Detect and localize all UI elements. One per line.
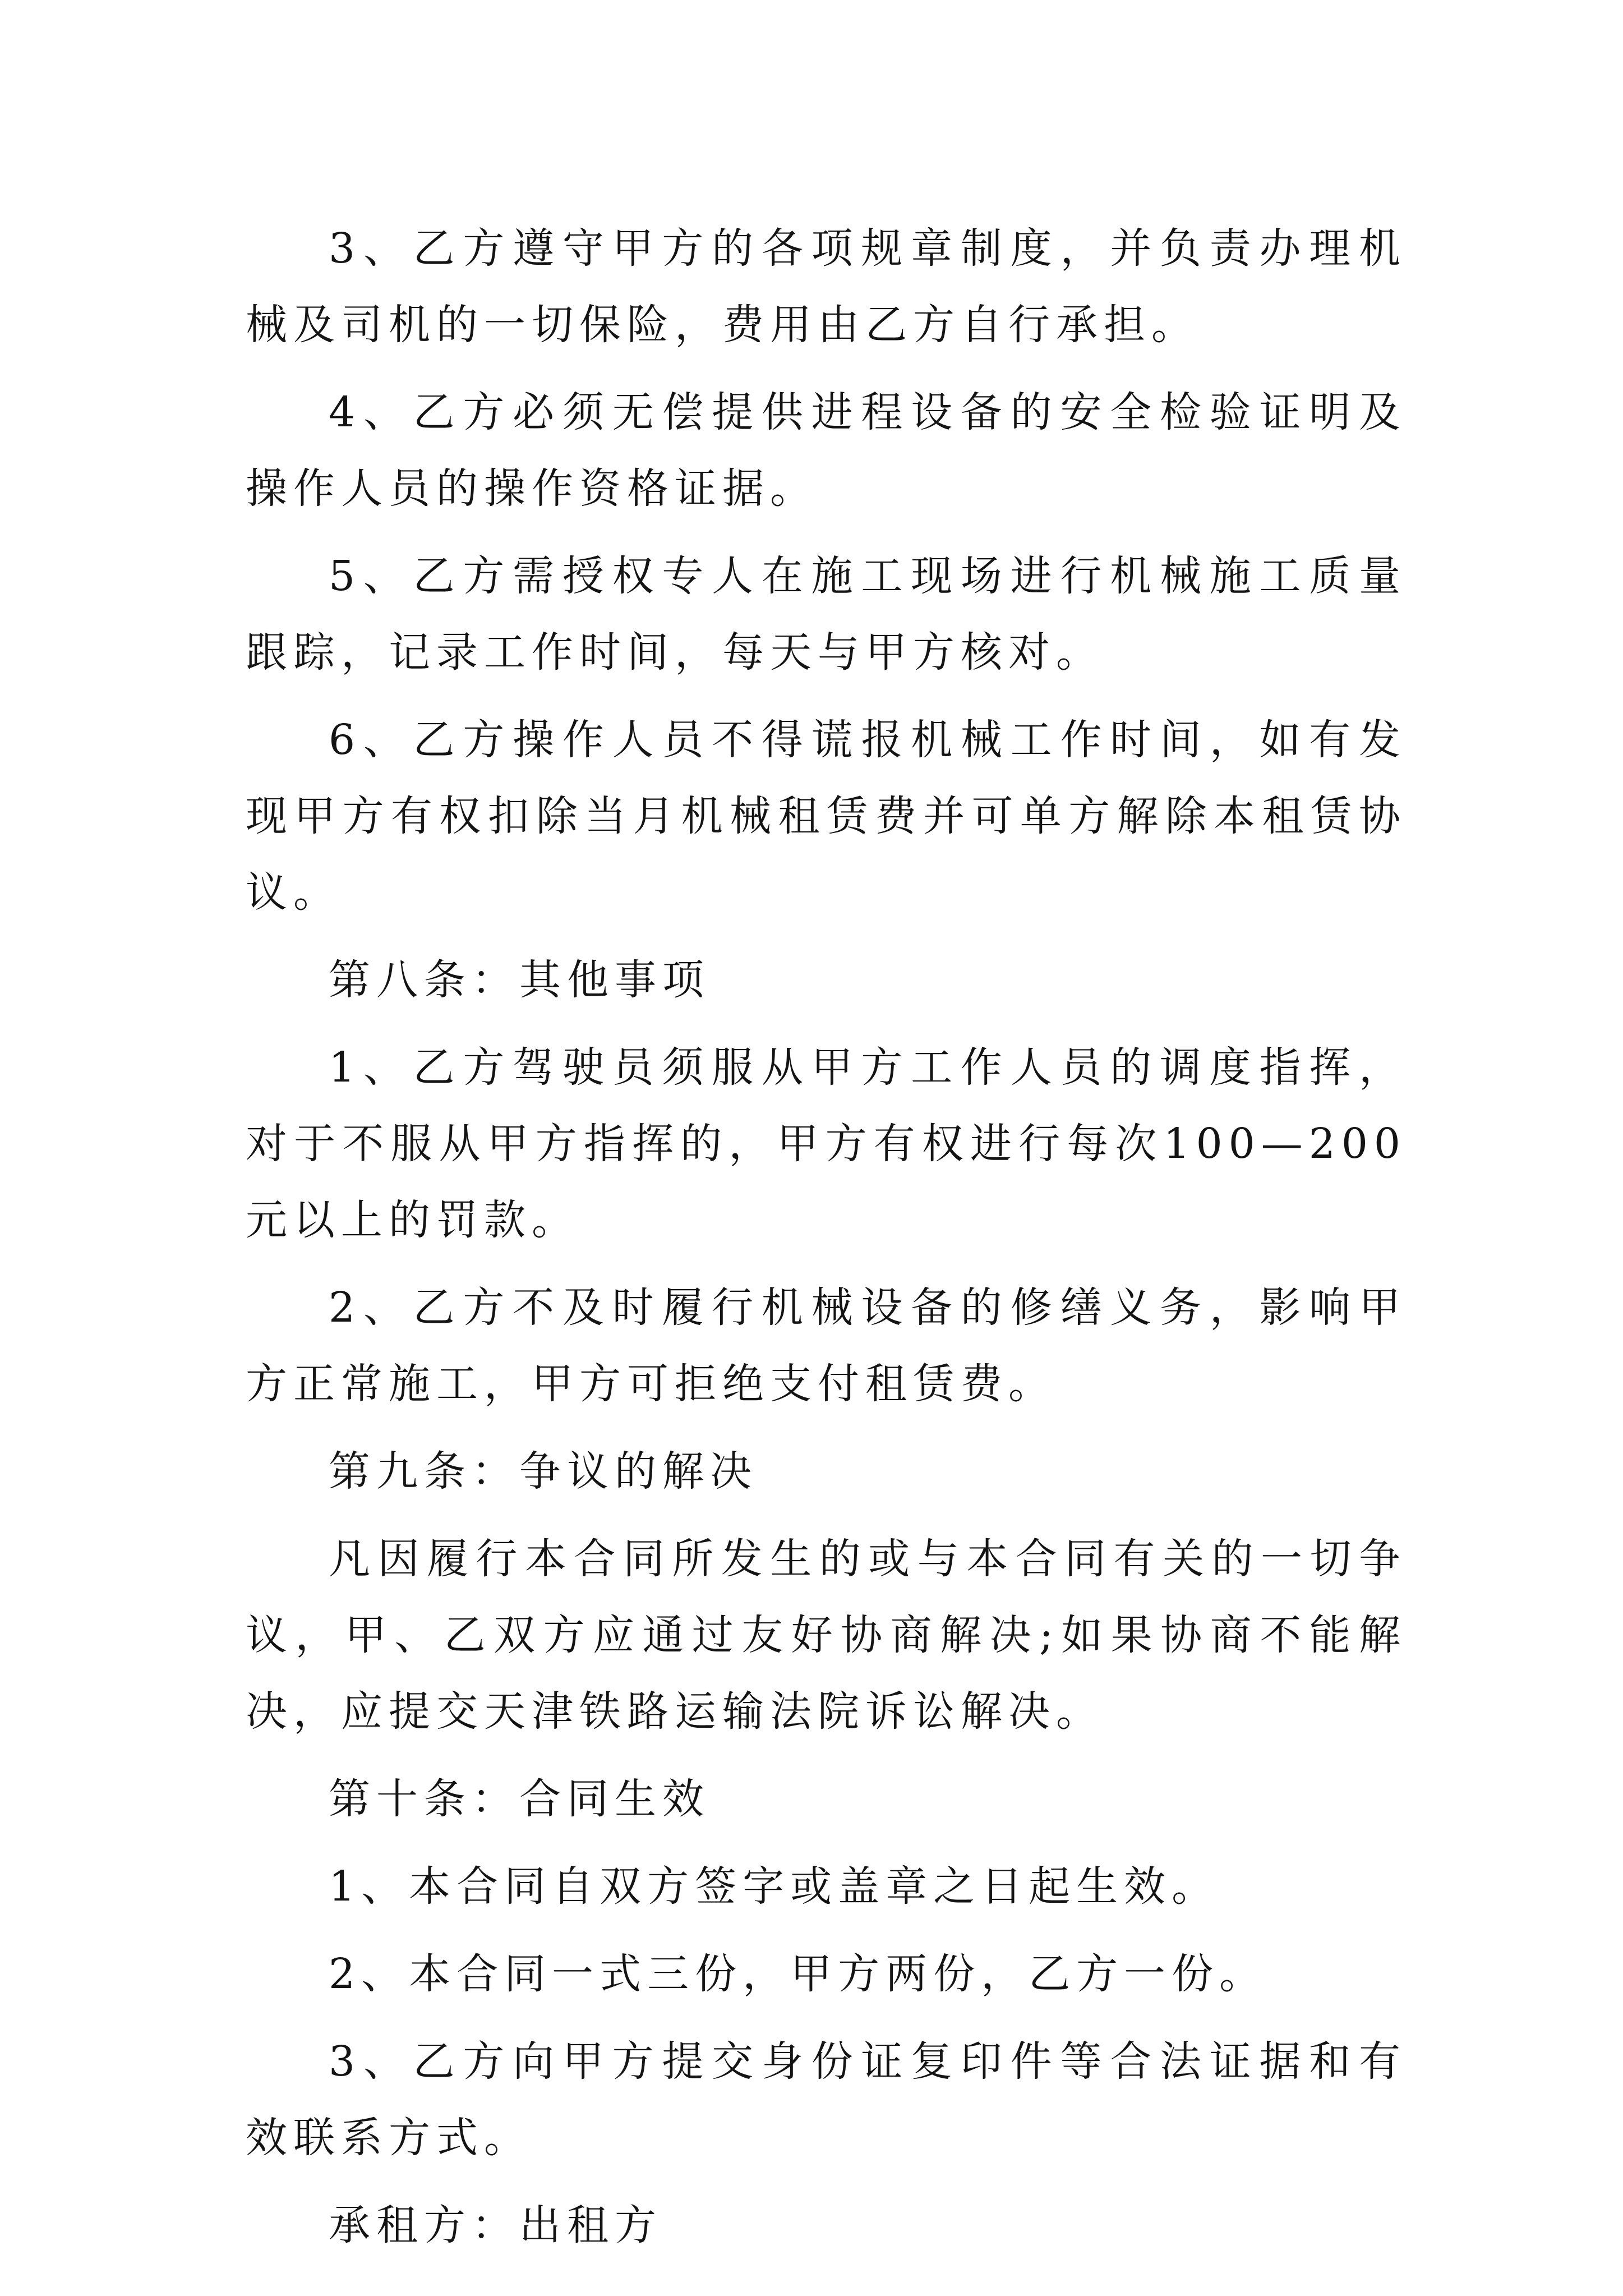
paragraph-clause-7-5: 5、乙方需授权专人在施工现场进行机械施工质量跟踪，记录工作时间，每天与甲方核对。	[246, 552, 1407, 677]
paragraph-clause-10-1: 1、本合同自双方签字或盖章之日起生效。	[329, 1862, 1220, 1911]
document-body	[246, 210, 1407, 2275]
paragraph-clause-9: 凡因履行本合同所发生的或与本合同有关的一切争议，甲、乙双方应通过友好协商解决;如果协商不能解决，应提交天津铁路运输法院诉讼解决。	[246, 1535, 1407, 1736]
signature-line: 承租方：出租方	[329, 2201, 662, 2249]
paragraph-clause-7-3: 3、乙方遵守甲方的各项规章制度，并负责办理机械及司机的一切保险，费用由乙方自行承担。	[246, 224, 1407, 349]
section-heading-article-10: 第十条：合同生效	[329, 1775, 710, 1823]
paragraph-clause-10-2: 2、本合同一式三份，甲方两份，乙方一份。	[329, 1950, 1267, 1998]
section-heading-article-8: 第八条：其他事项	[329, 956, 710, 1004]
paragraph-clause-7-4: 4、乙方必须无偿提供进程设备的安全检验证明及操作人员的操作资格证据。	[246, 388, 1407, 513]
paragraph-clause-8-2: 2、乙方不及时履行机械设备的修缮义务，影响甲方正常施工，甲方可拒绝支付租赁费。	[246, 1283, 1407, 1408]
paragraph-clause-7-6: 6、乙方操作人员不得谎报机械工作时间，如有发现甲方有权扣除当月机械租赁费并可单方解除本租赁协议。	[246, 716, 1407, 917]
section-heading-article-9: 第九条：争议的解决	[329, 1447, 758, 1496]
paragraph-clause-10-3: 3、乙方向甲方提交身份证复印件等合法证据和有效联系方式。	[246, 2037, 1407, 2162]
paragraph-clause-8-1: 1、乙方驾驶员须服从甲方工作人员的调度指挥，对于不服从甲方指挥的，甲方有权进行每次100—200元以上的罚款。	[246, 1043, 1407, 1244]
